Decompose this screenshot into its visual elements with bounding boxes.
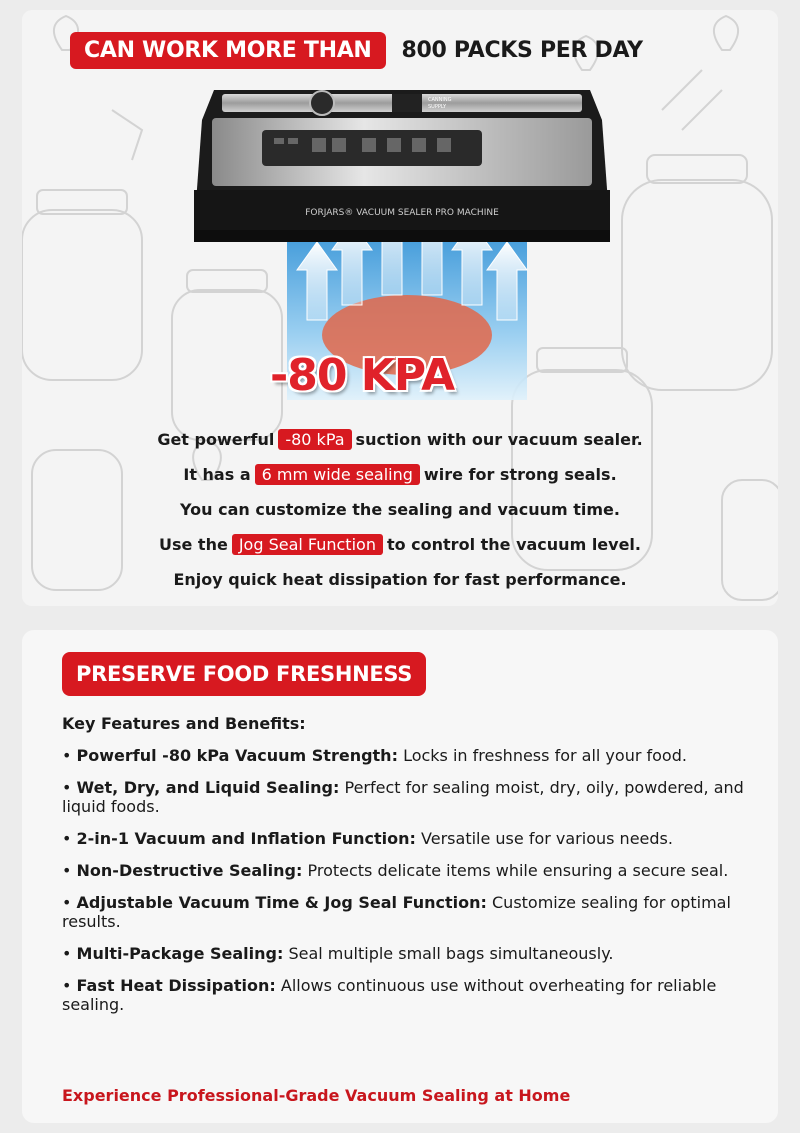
description-line: It has a 6 mm wide sealing wire for strong seals. bbox=[183, 465, 617, 484]
svg-text:CANNING: CANNING bbox=[428, 97, 452, 103]
feature-list bbox=[62, 746, 752, 1027]
feature-item: • Multi-Package Sealing: Seal multiple small bags simultaneously. bbox=[62, 944, 614, 963]
features-subtitle: Key Features and Benefits: bbox=[62, 714, 306, 733]
feature-item: • Adjustable Vacuum Time & Jog Seal Function: Customize sealing for optimal results. bbox=[62, 893, 731, 931]
description-lines bbox=[22, 422, 778, 597]
svg-text:SUPPLY: SUPPLY bbox=[428, 104, 447, 110]
description-line: Use the Jog Seal Function to control the vacuum level. bbox=[158, 535, 641, 554]
description-line: You can customize the sealing and vacuum time. bbox=[180, 500, 620, 519]
feature-item: • Fast Heat Dissipation: Allows continuous use without overheating for reliable sealing. bbox=[62, 976, 717, 1014]
feature-item: • Powerful -80 kPa Vacuum Strength: Locks in freshness for all your food. bbox=[62, 746, 687, 765]
highlight-badge: 6 mm wide sealing bbox=[255, 464, 420, 485]
highlight-badge: -80 kPa bbox=[278, 429, 351, 450]
description-line: Get powerful -80 kPa suction with our vacuum sealer. bbox=[157, 430, 643, 449]
description-line: Enjoy quick heat dissipation for fast performance. bbox=[173, 570, 627, 589]
section-title: PRESERVE FOOD FRESHNESS bbox=[62, 652, 426, 696]
feature-item: • 2-in-1 Vacuum and Inflation Function: Versatile use for various needs. bbox=[62, 829, 673, 848]
headline-text: 800 PACKS PER DAY bbox=[401, 37, 643, 63]
features-panel bbox=[22, 630, 778, 1123]
highlight-badge: Jog Seal Function bbox=[232, 534, 383, 555]
headline-tag: CAN WORK MORE THAN bbox=[70, 32, 386, 69]
pressure-label: -80 KPA bbox=[270, 350, 455, 401]
feature-item: • Wet, Dry, and Liquid Sealing: Perfect for sealing moist, dry, oily, powdered, and liquid foods. bbox=[62, 778, 744, 816]
headline bbox=[70, 28, 643, 72]
hero-panel bbox=[22, 10, 778, 606]
feature-item: • Non-Destructive Sealing: Protects delicate items while ensuring a secure seal. bbox=[62, 861, 729, 880]
svg-text:FORJARS® VACUUM SEALER PRO MAC: FORJARS® VACUUM SEALER PRO MACHINE bbox=[305, 208, 499, 218]
closing-tagline: Experience Professional-Grade Vacuum Sealing at Home bbox=[62, 1086, 571, 1105]
